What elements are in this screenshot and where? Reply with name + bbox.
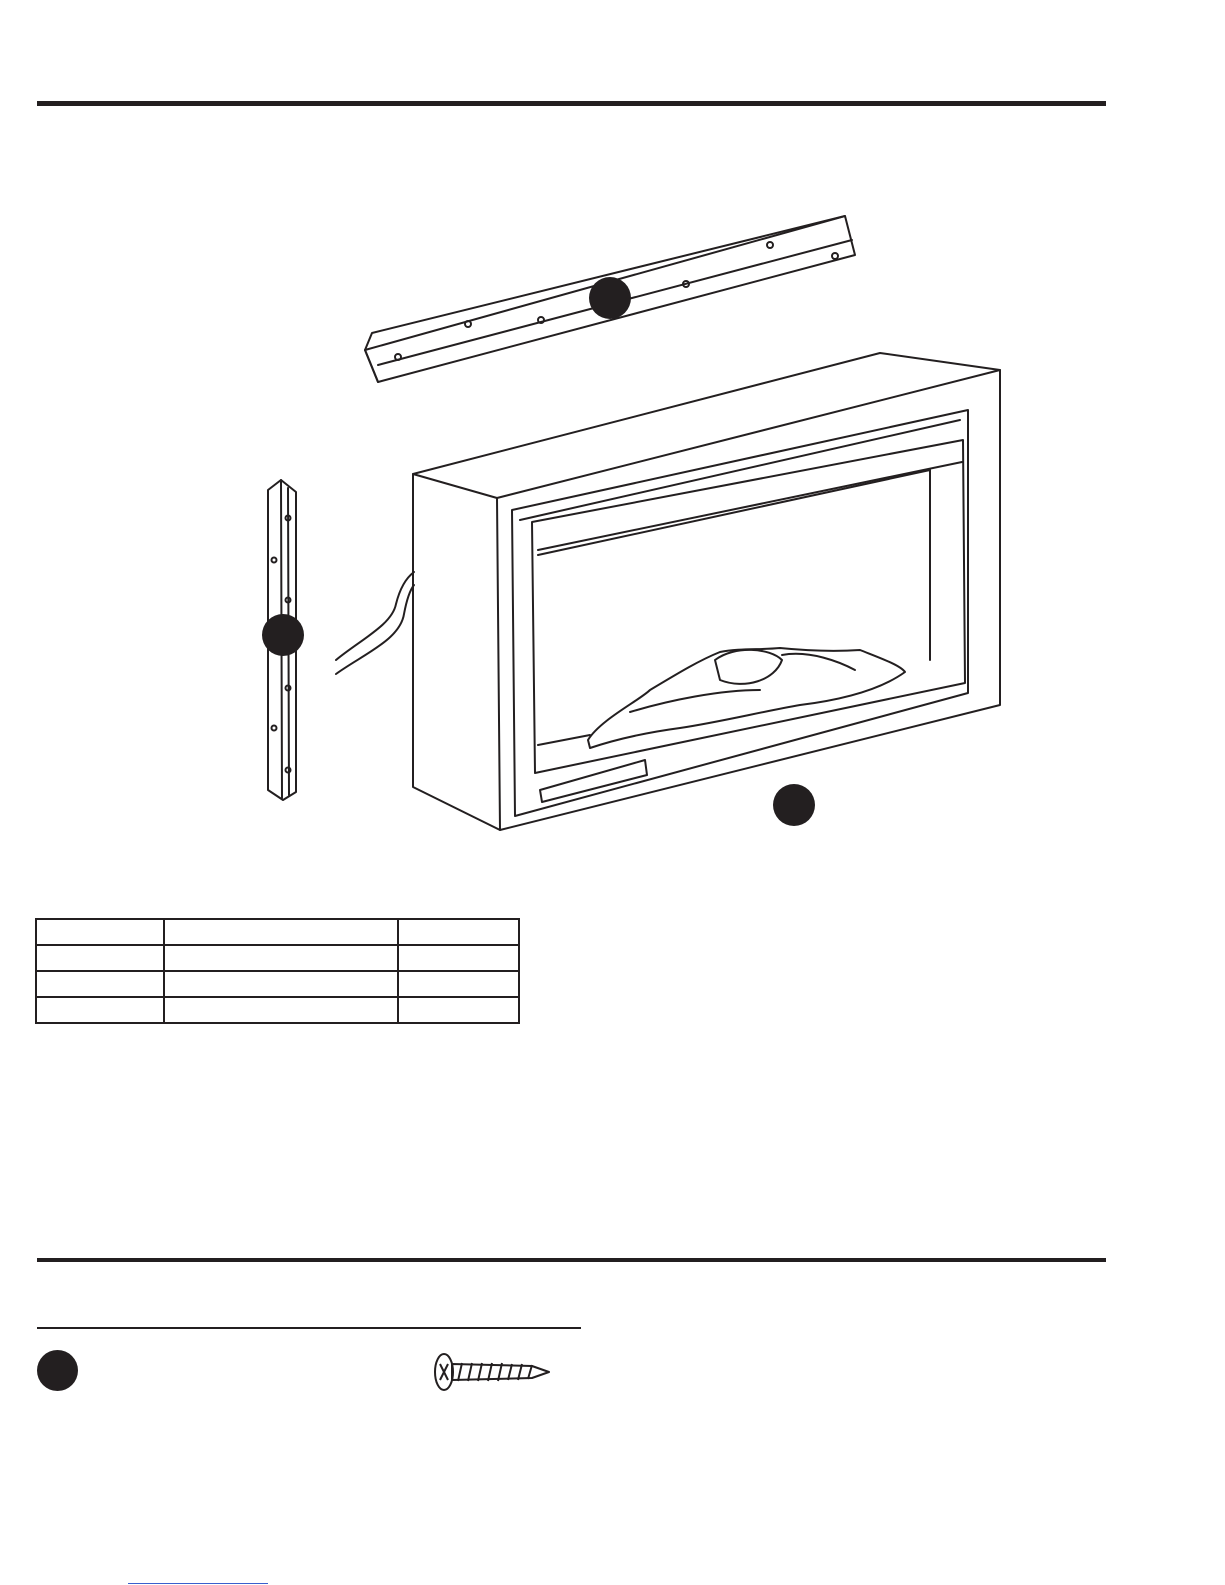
table-cell	[164, 919, 398, 945]
table-cell	[164, 997, 398, 1023]
log-set-icon	[588, 648, 905, 748]
hardware-divider	[37, 1327, 581, 1329]
callout-fireplace	[773, 784, 815, 826]
table-row	[36, 997, 519, 1023]
callout-hardware	[37, 1350, 78, 1391]
power-cord-icon	[336, 572, 414, 660]
callout-bracket-top	[589, 277, 631, 319]
parts-table	[35, 918, 520, 1024]
table-cell	[36, 919, 164, 945]
footer-link-underline	[128, 1583, 268, 1584]
table-cell	[164, 971, 398, 997]
table-cell	[398, 919, 519, 945]
table-cell	[398, 945, 519, 971]
table-row	[36, 971, 519, 997]
table-cell	[36, 945, 164, 971]
fireplace-insert-icon	[413, 353, 1000, 830]
table-cell	[164, 945, 398, 971]
callout-bracket-side	[262, 614, 304, 656]
table-cell	[36, 997, 164, 1023]
table-row	[36, 945, 519, 971]
table-cell	[398, 997, 519, 1023]
table-cell	[398, 971, 519, 997]
table-cell	[36, 971, 164, 997]
table-header-row	[36, 919, 519, 945]
screw-icon	[432, 1350, 552, 1394]
section-divider	[37, 1258, 1106, 1262]
